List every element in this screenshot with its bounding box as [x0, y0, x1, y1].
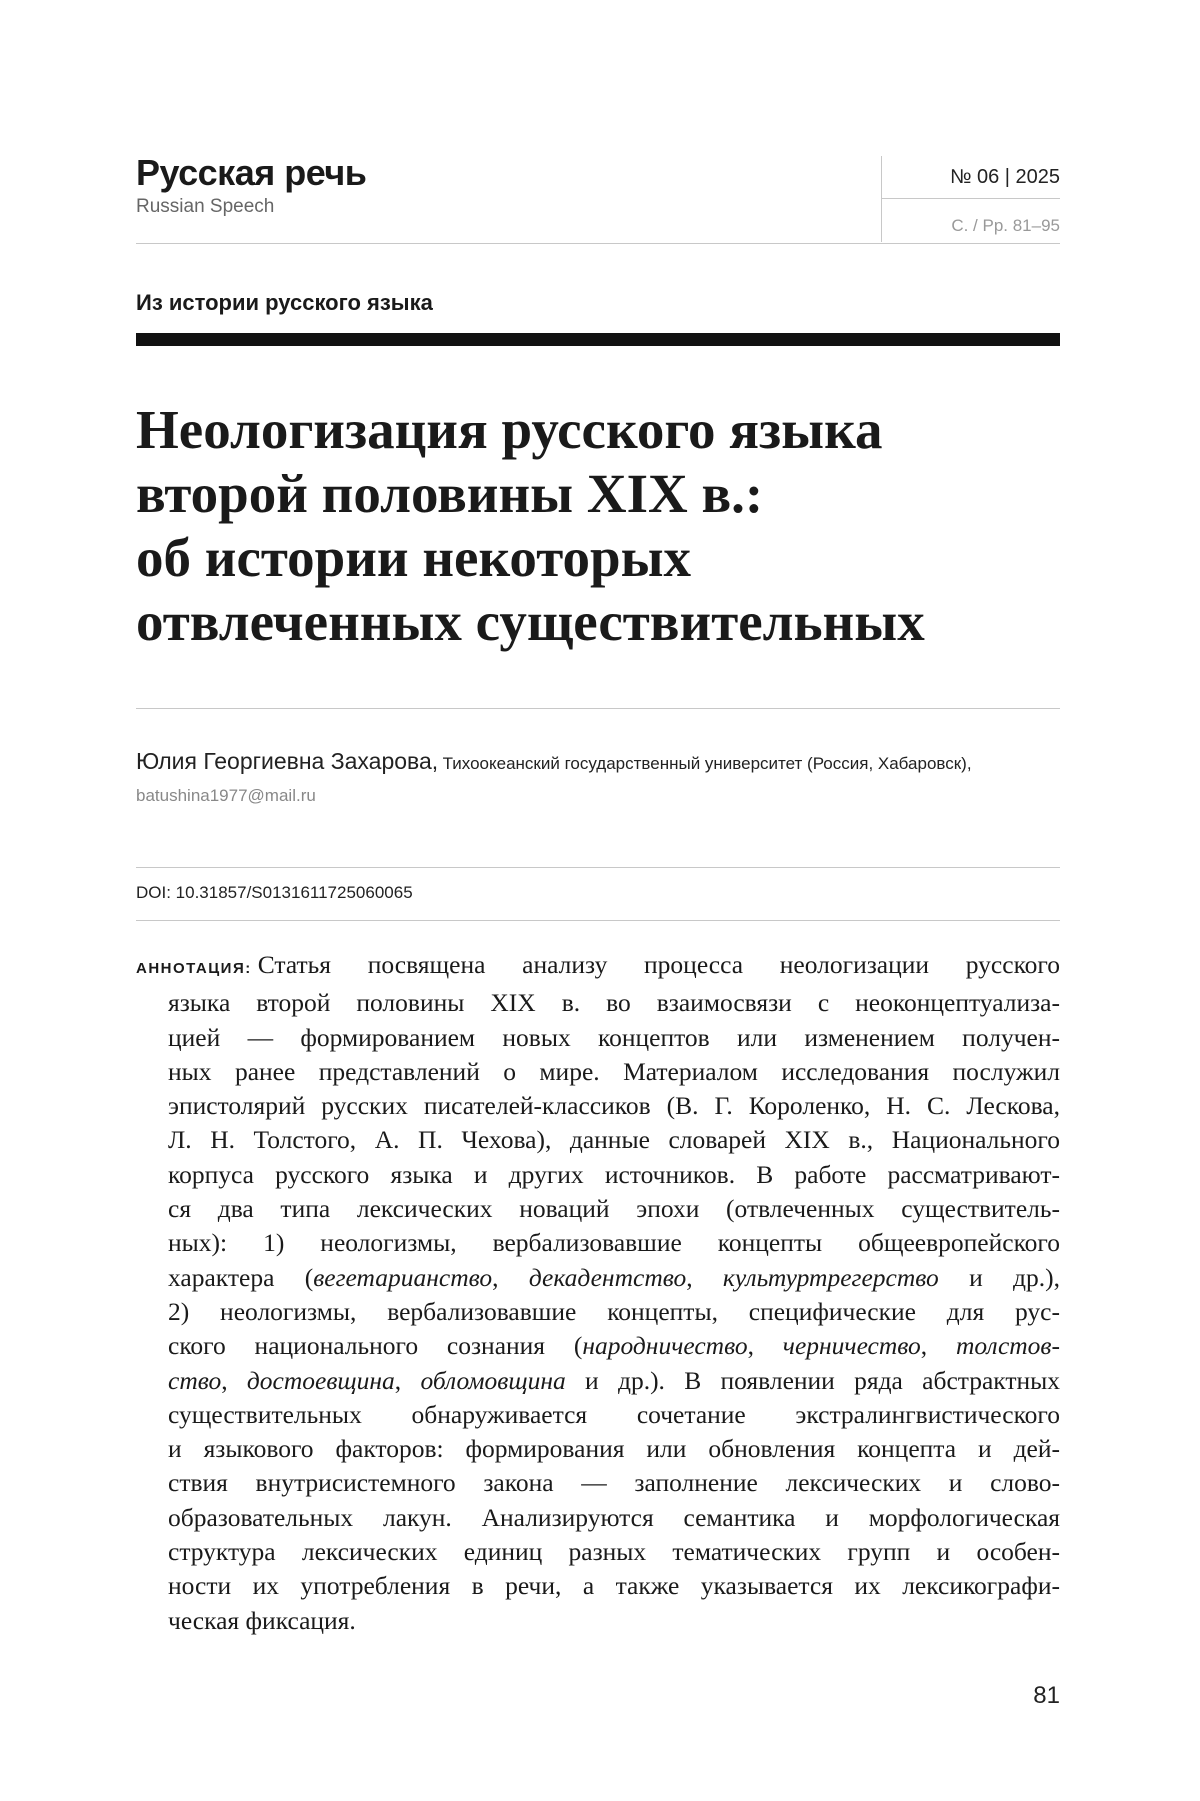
abstract-line	[136, 1226, 1060, 1260]
header-rule	[136, 243, 1060, 244]
abstract-text: и др.),	[938, 1262, 1061, 1292]
abstract-term: обломовщина	[420, 1365, 566, 1395]
abstract-text: ных): 1) неологизмы, вербализовавшие концепты общеевропейского	[168, 1228, 1060, 1258]
abstract-term: народничество	[582, 1331, 748, 1361]
section-rule	[136, 333, 1060, 346]
abstract-line	[136, 986, 1060, 1020]
abstract-label: АННОТАЦИЯ:	[136, 960, 252, 977]
title-line: отвлеченных существительных	[136, 591, 925, 652]
header-divider	[881, 156, 882, 242]
doi-rule	[136, 920, 1060, 921]
abstract-line	[136, 1295, 1060, 1329]
author-block	[136, 748, 1066, 775]
abstract-text: цией — формированием новых концептов или изменением получен-	[168, 1022, 1060, 1052]
abstract-text: 2) неологизмы, вербализовавшие концепты, специфические для рус-	[168, 1296, 1060, 1326]
abstract-line	[136, 1192, 1060, 1226]
abstract-text: языка второй половины XIX в. во взаимосвязи с неоконцептуализа-	[168, 988, 1060, 1018]
doi[interactable]: DOI: 10.31857/S0131611725060065	[136, 883, 413, 902]
abstract-term: вегетарианство	[313, 1262, 493, 1292]
abstract-text: ся два типа лексических новаций эпохи (отвлеченных существитель-	[168, 1194, 1060, 1224]
journal-subtitle: Russian Speech	[136, 196, 275, 217]
abstract-line	[136, 1535, 1060, 1569]
abstract-text: Л. Н. Толстого, А. П. Чехова), данные словарей XIX в., Национального	[168, 1125, 1060, 1155]
abstract-text: ности их употребления в речи, а также указывается их лексикографи-	[168, 1571, 1060, 1601]
abstract-line	[136, 1364, 1060, 1398]
page-number: 81	[1033, 1682, 1060, 1709]
author-name: Юлия Георгиевна Захарова,	[136, 748, 439, 774]
abstract-text: ,	[920, 1331, 956, 1361]
title-line: об истории некоторых	[136, 527, 692, 588]
page-range: С. / Pp. 81–95	[951, 216, 1060, 235]
abstract-text: ных ранее представлений о мире. Материалом исследования послужил	[168, 1056, 1060, 1086]
abstract-text: существительных обнаруживается сочетание экстралингвистического	[168, 1399, 1060, 1429]
abstract-line	[136, 1569, 1060, 1603]
abstract-line	[136, 1261, 1060, 1295]
journal-header	[136, 152, 1060, 244]
section-label: Из истории русского языка	[136, 290, 433, 315]
abstract-text: структура лексических единиц разных тематических групп и особен-	[168, 1537, 1060, 1567]
journal-title: Русская речь	[136, 152, 367, 193]
abstract-line	[136, 1021, 1060, 1055]
header-inner-rule	[881, 198, 1060, 199]
abstract	[136, 948, 1060, 1638]
title-rule	[136, 708, 1060, 709]
abstract-line	[136, 1329, 1060, 1363]
abstract-line	[136, 1123, 1060, 1157]
author-email[interactable]: batushina1977@mail.ru	[136, 786, 316, 805]
issue-number: № 06 | 2025	[949, 166, 1060, 188]
abstract-line	[136, 1398, 1060, 1432]
abstract-text: характера (	[168, 1262, 314, 1292]
abstract-text: корпуса русского языка и других источников. В работе рассматривают-	[168, 1159, 1060, 1189]
abstract-line	[136, 1158, 1060, 1192]
abstract-line	[136, 1432, 1060, 1466]
abstract-line	[136, 1604, 1060, 1638]
abstract-line	[136, 948, 1060, 986]
title-line: Неологизация русского языка	[136, 399, 883, 460]
abstract-line	[136, 1466, 1060, 1500]
abstract-line	[136, 1089, 1060, 1123]
abstract-line	[136, 1055, 1060, 1089]
abstract-text: ,	[394, 1365, 421, 1395]
abstract-text: образовательных лакун. Анализируются семантика и морфологическая	[168, 1502, 1060, 1532]
author-affiliation: Тихоокеанский государственный университет (Россия, Хабаровск),	[442, 754, 972, 773]
abstract-text: и языкового факторов: формирования или обновления концепта и дей-	[168, 1434, 1060, 1464]
abstract-line	[136, 1501, 1060, 1535]
abstract-text: и др.). В появлении ряда абстрактных	[565, 1365, 1061, 1395]
abstract-text: ,	[221, 1365, 247, 1395]
abstract-text: ,	[747, 1331, 783, 1361]
abstract-text: ческая фиксация.	[168, 1605, 356, 1635]
abstract-term: черничество	[782, 1331, 921, 1361]
article-title	[136, 398, 1060, 654]
title-line: второй половины XIX в.:	[136, 463, 764, 524]
abstract-text: Статья посвящена анализу процесса неологизации русского	[257, 950, 1060, 979]
abstract-term: декадентство	[528, 1262, 687, 1292]
abstract-text: ,	[686, 1262, 723, 1292]
abstract-text: ского национального сознания (	[168, 1331, 583, 1361]
abstract-text: эпистолярий русских писателей-классиков (В. Г. Короленко, Н. С. Лескова,	[168, 1091, 1060, 1121]
abstract-text: ствия внутрисистемного закона — заполнение лексических и слово-	[168, 1468, 1060, 1498]
abstract-text: ,	[492, 1262, 529, 1292]
abstract-term: толстов-	[955, 1331, 1060, 1361]
abstract-term: ство	[168, 1365, 222, 1395]
author-rule	[136, 867, 1060, 868]
abstract-term: культуртрегерство	[722, 1262, 939, 1292]
abstract-term: достоевщина	[246, 1365, 395, 1395]
